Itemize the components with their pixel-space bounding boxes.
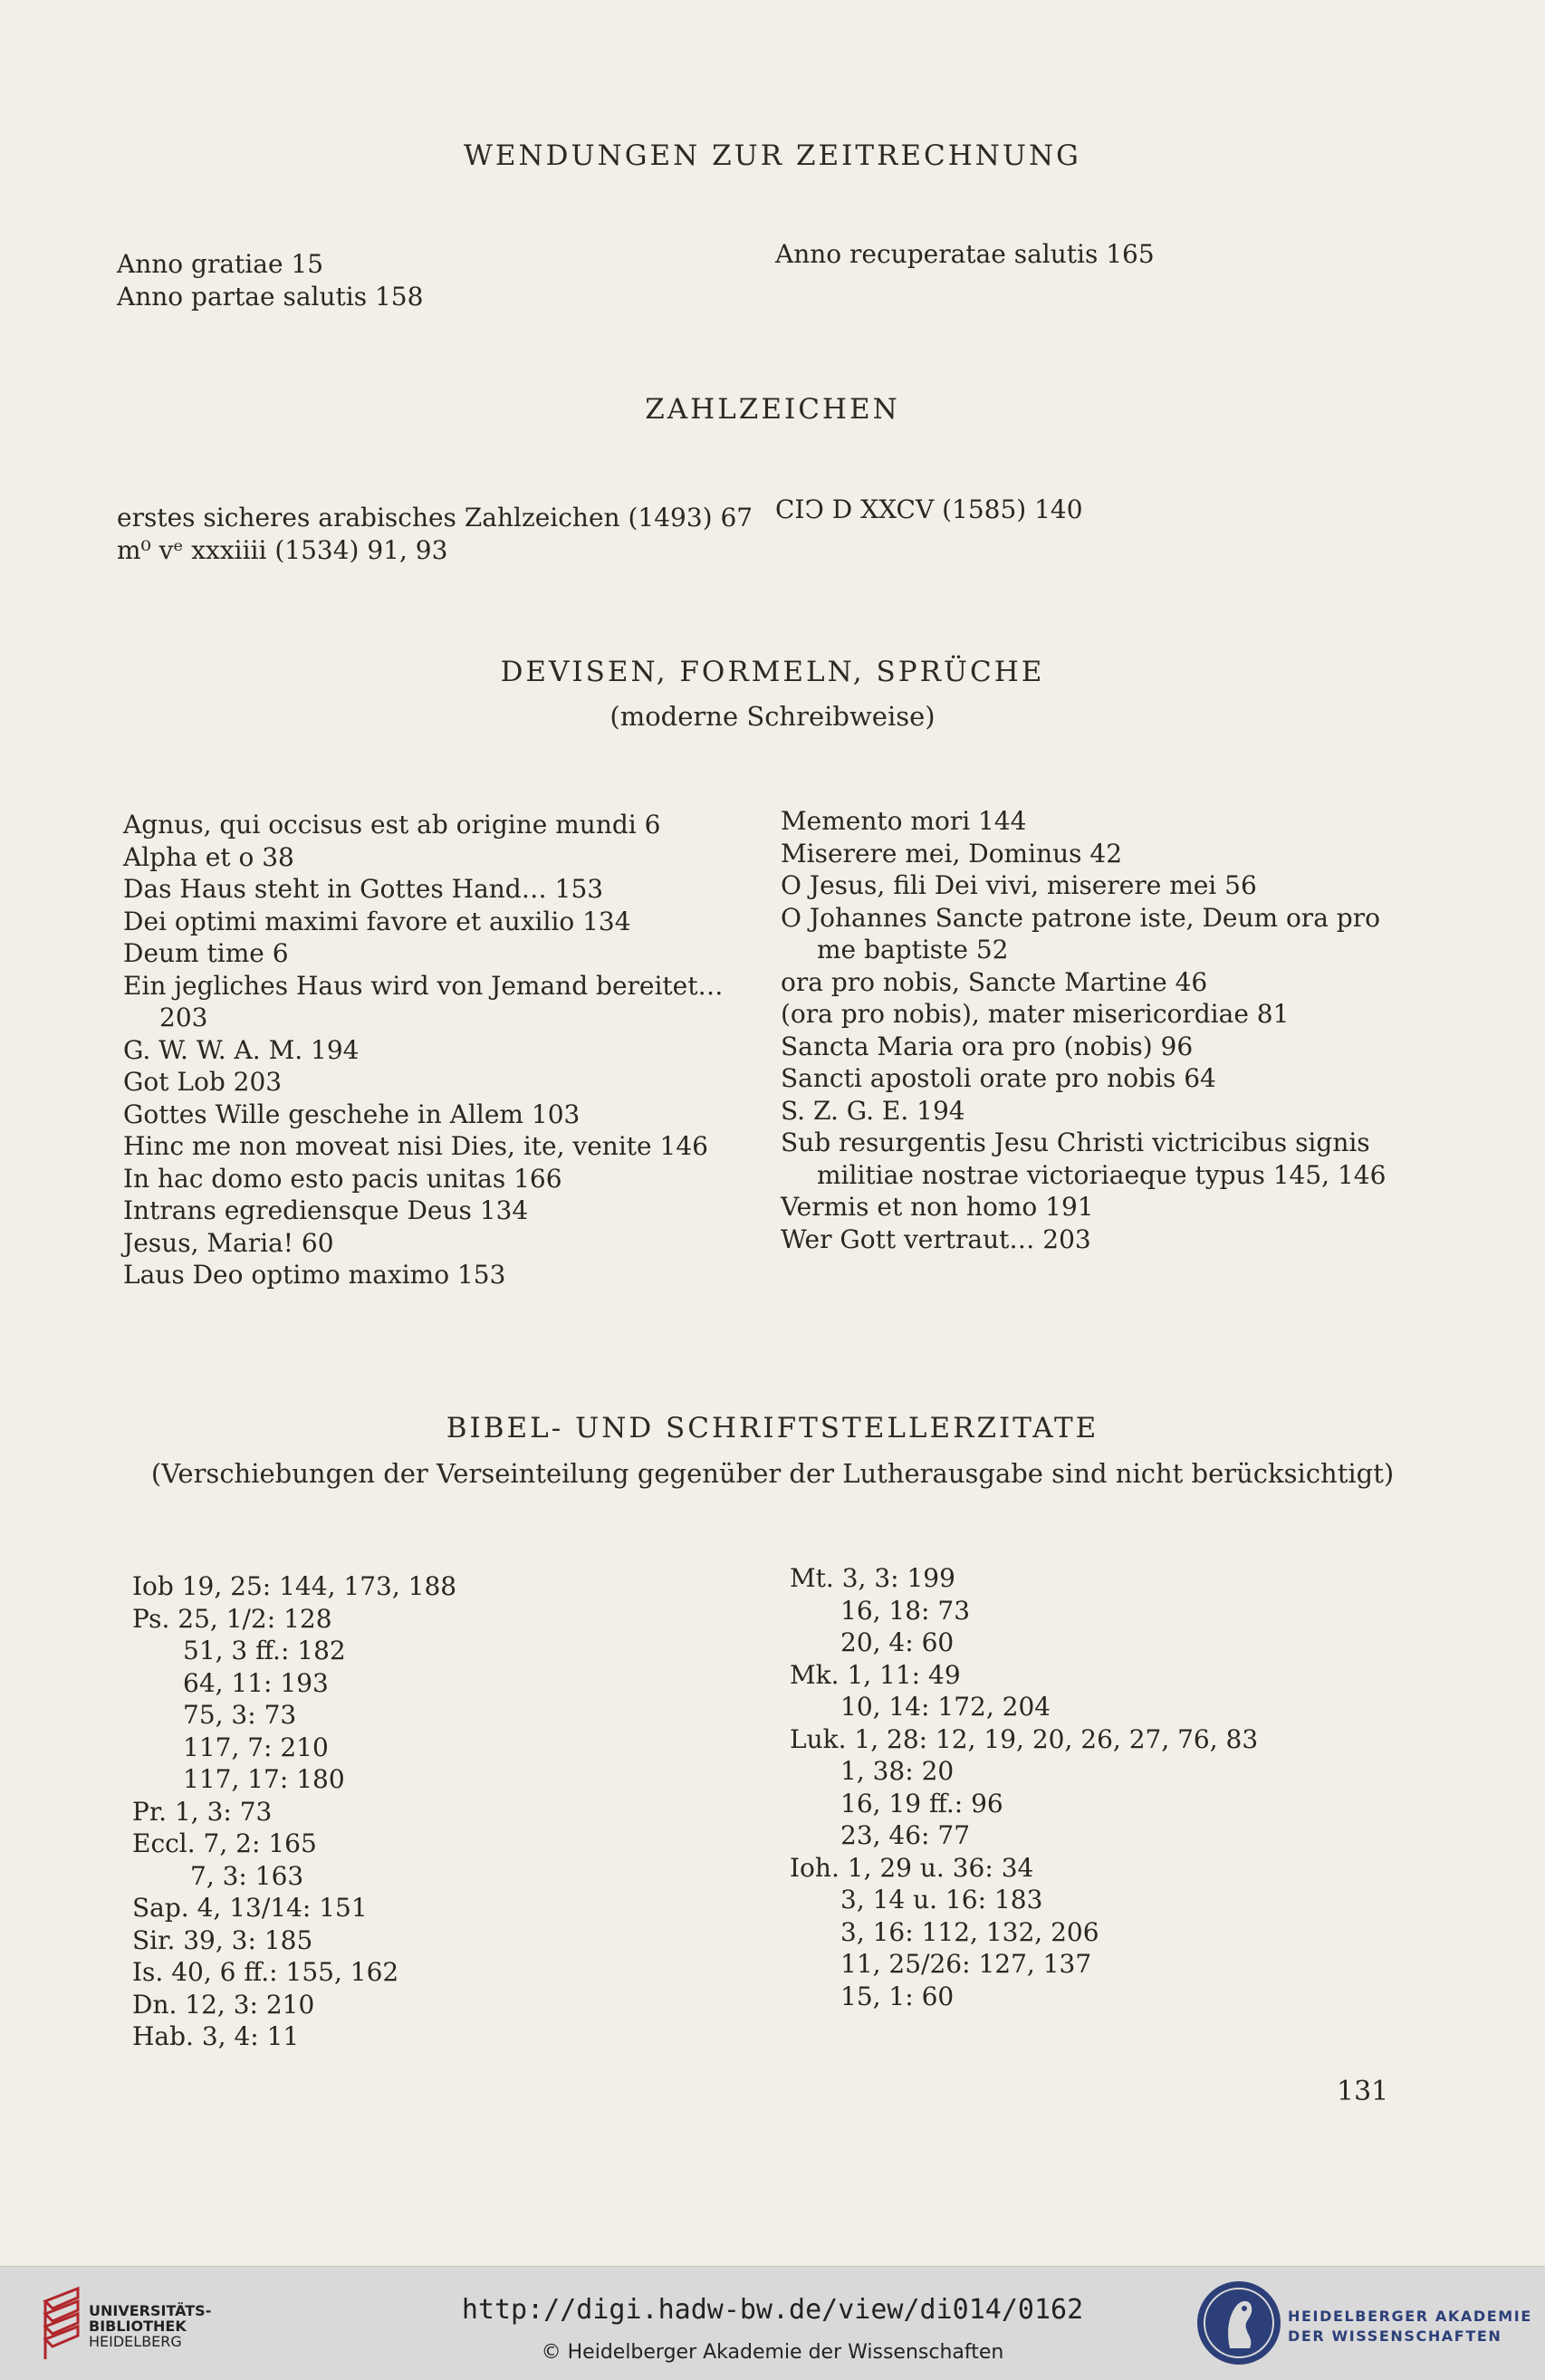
index-entry: Deum time 6: [123, 938, 289, 968]
heading-zahlzeichen: ZAHLZEICHEN: [645, 393, 900, 426]
index-entry: Agnus, qui occisus est ab origine mundi 6: [123, 810, 661, 840]
citation-entry: 7, 3: 163: [190, 1860, 304, 1891]
subheading-bibel: (Verschiebungen der Verseinteilung gegenüber der Lutherausgabe sind nicht berücksichtigt): [150, 1458, 1395, 1489]
index-entry: Anno partae salutis 158: [117, 281, 424, 312]
citation-entry: Ioh. 1, 29 u. 36: 34: [790, 1852, 1034, 1883]
zahlzeichen-right-column: [775, 494, 1083, 526]
citation-entry: 75, 3: 73: [183, 1700, 297, 1730]
bibel-right-column: [790, 1562, 1258, 2012]
index-entry: m⁰ vᵉ xxxiiii (1534) 91, 93: [117, 534, 448, 565]
index-entry: CIↃ D XXCV (1585) 140: [775, 494, 1083, 524]
heading-zeitrechnung: WENDUNGEN ZUR ZEITRECHNUNG: [464, 139, 1081, 172]
citation-entry: Is. 40, 6 ff.: 155, 162: [132, 1957, 399, 1987]
index-entry: Laus Deo optimo maximo 153: [123, 1260, 506, 1290]
footer-bar: [0, 2266, 1545, 2380]
index-entry-continuation: militiae nostrae victoriaeque typus 145, 146: [817, 1159, 1387, 1190]
ub-line-2: BIBLIOTHEK: [89, 2318, 187, 2335]
index-entry: Alpha et o 38: [123, 841, 294, 872]
ub-line-3: HEIDELBERG: [89, 2333, 182, 2350]
index-entry-continuation: 203: [159, 1003, 208, 1032]
index-entry: Vermis et non homo 191: [781, 1192, 1094, 1222]
citation-entry: Ps. 25, 1/2: 128: [132, 1603, 332, 1634]
index-entry: Anno gratiae 15: [117, 249, 324, 279]
heading-bibel: BIBEL- UND SCHRIFTSTELLERZITATE: [446, 1412, 1099, 1444]
index-entry: ora pro nobis, Sancte Martine 46: [781, 966, 1208, 997]
citation-entry: 16, 18: 73: [840, 1595, 971, 1626]
index-entry: (ora pro nobis), mater misericordiae 81: [781, 999, 1290, 1029]
index-entry: G. W. W. A. M. 194: [123, 1034, 360, 1065]
citation-entry: Mt. 3, 3: 199: [790, 1563, 955, 1593]
citation-entry: 51, 3 ff.: 182: [183, 1636, 346, 1665]
citation-entry: 15, 1: 60: [840, 1981, 955, 2011]
zeitrechnung-left-column: [117, 248, 423, 312]
index-entry: Gottes Wille geschehe in Allem 103: [123, 1099, 581, 1129]
index-entry: Intrans egrediensque Deus 134: [123, 1195, 529, 1225]
citation-entry: Hab. 3, 4: 11: [132, 2021, 300, 2051]
citation-entry: 10, 14: 172, 204: [840, 1692, 1051, 1722]
index-entry: Das Haus steht in Gottes Hand… 153: [123, 874, 604, 904]
index-entry: Anno recuperatae salutis 165: [775, 239, 1155, 269]
index-entry: Got Lob 203: [123, 1067, 283, 1097]
academy-line-1: HEIDELBERGER AKADEMIE: [1288, 2308, 1532, 2325]
index-entry: Memento mori 144: [781, 806, 1027, 836]
citation-entry: Sir. 39, 3: 185: [132, 1924, 313, 1955]
permalink-url[interactable]: http://digi.hadw-bw.de/view/di014/0162: [461, 2294, 1084, 2326]
academy-name: [1288, 2307, 1532, 2346]
ub-line-1: UNIVERSITÄTS-: [89, 2302, 212, 2319]
index-entry: Jesus, Maria! 60: [123, 1227, 334, 1258]
index-entry: Miserere mei, Dominus 42: [781, 838, 1123, 869]
index-entry: Ein jegliches Haus wird von Jemand bereitet…: [123, 970, 724, 1001]
citation-entry: 1, 38: 20: [840, 1756, 955, 1786]
citation-entry: 3, 16: 112, 132, 206: [840, 1916, 1099, 1947]
page-number: 131: [1337, 2076, 1389, 2107]
citation-entry: 16, 19 ff.: 96: [840, 1788, 1003, 1819]
citation-entry: Iob 19, 25: 144, 173, 188: [132, 1571, 457, 1601]
citation-entry: 20, 4: 60: [840, 1627, 955, 1657]
index-entry: Dei optimi maximi favore et auxilio 134: [123, 906, 631, 936]
index-entry: Sancti apostoli orate pro nobis 64: [781, 1063, 1216, 1093]
academy-line-2: DER WISSENSCHAFTEN: [1288, 2327, 1502, 2345]
bibel-left-column: [132, 1570, 456, 2053]
subheading-devisen: (moderne Schreibweise): [609, 701, 936, 732]
index-entry: In hac domo esto pacis unitas 166: [123, 1163, 562, 1194]
index-entry: Sancta Maria ora pro (nobis) 96: [781, 1031, 1194, 1061]
devisen-right-column: [781, 805, 1386, 1255]
index-entry: O Jesus, fili Dei vivi, miserere mei 56: [781, 870, 1257, 900]
index-entry: O Johannes Sancte patrone iste, Deum ora pro: [781, 902, 1380, 933]
index-entry: S. Z. G. E. 194: [781, 1095, 965, 1126]
index-entry: Sub resurgentis Jesu Christi victricibus signis: [781, 1128, 1370, 1157]
citation-entry: 11, 25/26: 127, 137: [840, 1949, 1092, 1979]
index-entry-continuation: me baptiste 52: [817, 935, 1009, 964]
citation-entry: 3, 14 u. 16: 183: [840, 1885, 1043, 1915]
copyright-notice: © Heidelberger Akademie der Wissenschaften: [541, 2341, 1004, 2364]
zeitrechnung-right-column: [775, 238, 1155, 271]
zahlzeichen-left-column: [117, 502, 753, 566]
citation-entry: Dn. 12, 3: 210: [132, 1989, 315, 2020]
heading-devisen: DEVISEN, FORMELN, SPRÜCHE: [500, 656, 1045, 688]
citation-entry: Eccl. 7, 2: 165: [132, 1828, 317, 1858]
index-entry: Wer Gott vertraut… 203: [781, 1224, 1091, 1254]
index-entry: Hinc me non moveat nisi Dies, ite, venite 146: [123, 1131, 708, 1161]
citation-entry: 64, 11: 193: [183, 1667, 329, 1698]
index-entry: erstes sicheres arabisches Zahlzeichen (1493) 67: [117, 503, 753, 533]
citation-entry: 117, 7: 210: [183, 1732, 329, 1762]
citation-entry: 117, 17: 180: [183, 1764, 345, 1794]
citation-entry: 23, 46: 77: [840, 1820, 971, 1850]
citation-entry: Mk. 1, 11: 49: [790, 1659, 961, 1690]
devisen-left-column: [123, 809, 724, 1291]
citation-entry: Sap. 4, 13/14: 151: [132, 1893, 368, 1923]
citation-entry: Pr. 1, 3: 73: [132, 1796, 273, 1827]
academy-seal-icon: [1194, 2278, 1284, 2368]
citation-entry: Luk. 1, 28: 12, 19, 20, 26, 27, 76, 83: [790, 1723, 1259, 1754]
